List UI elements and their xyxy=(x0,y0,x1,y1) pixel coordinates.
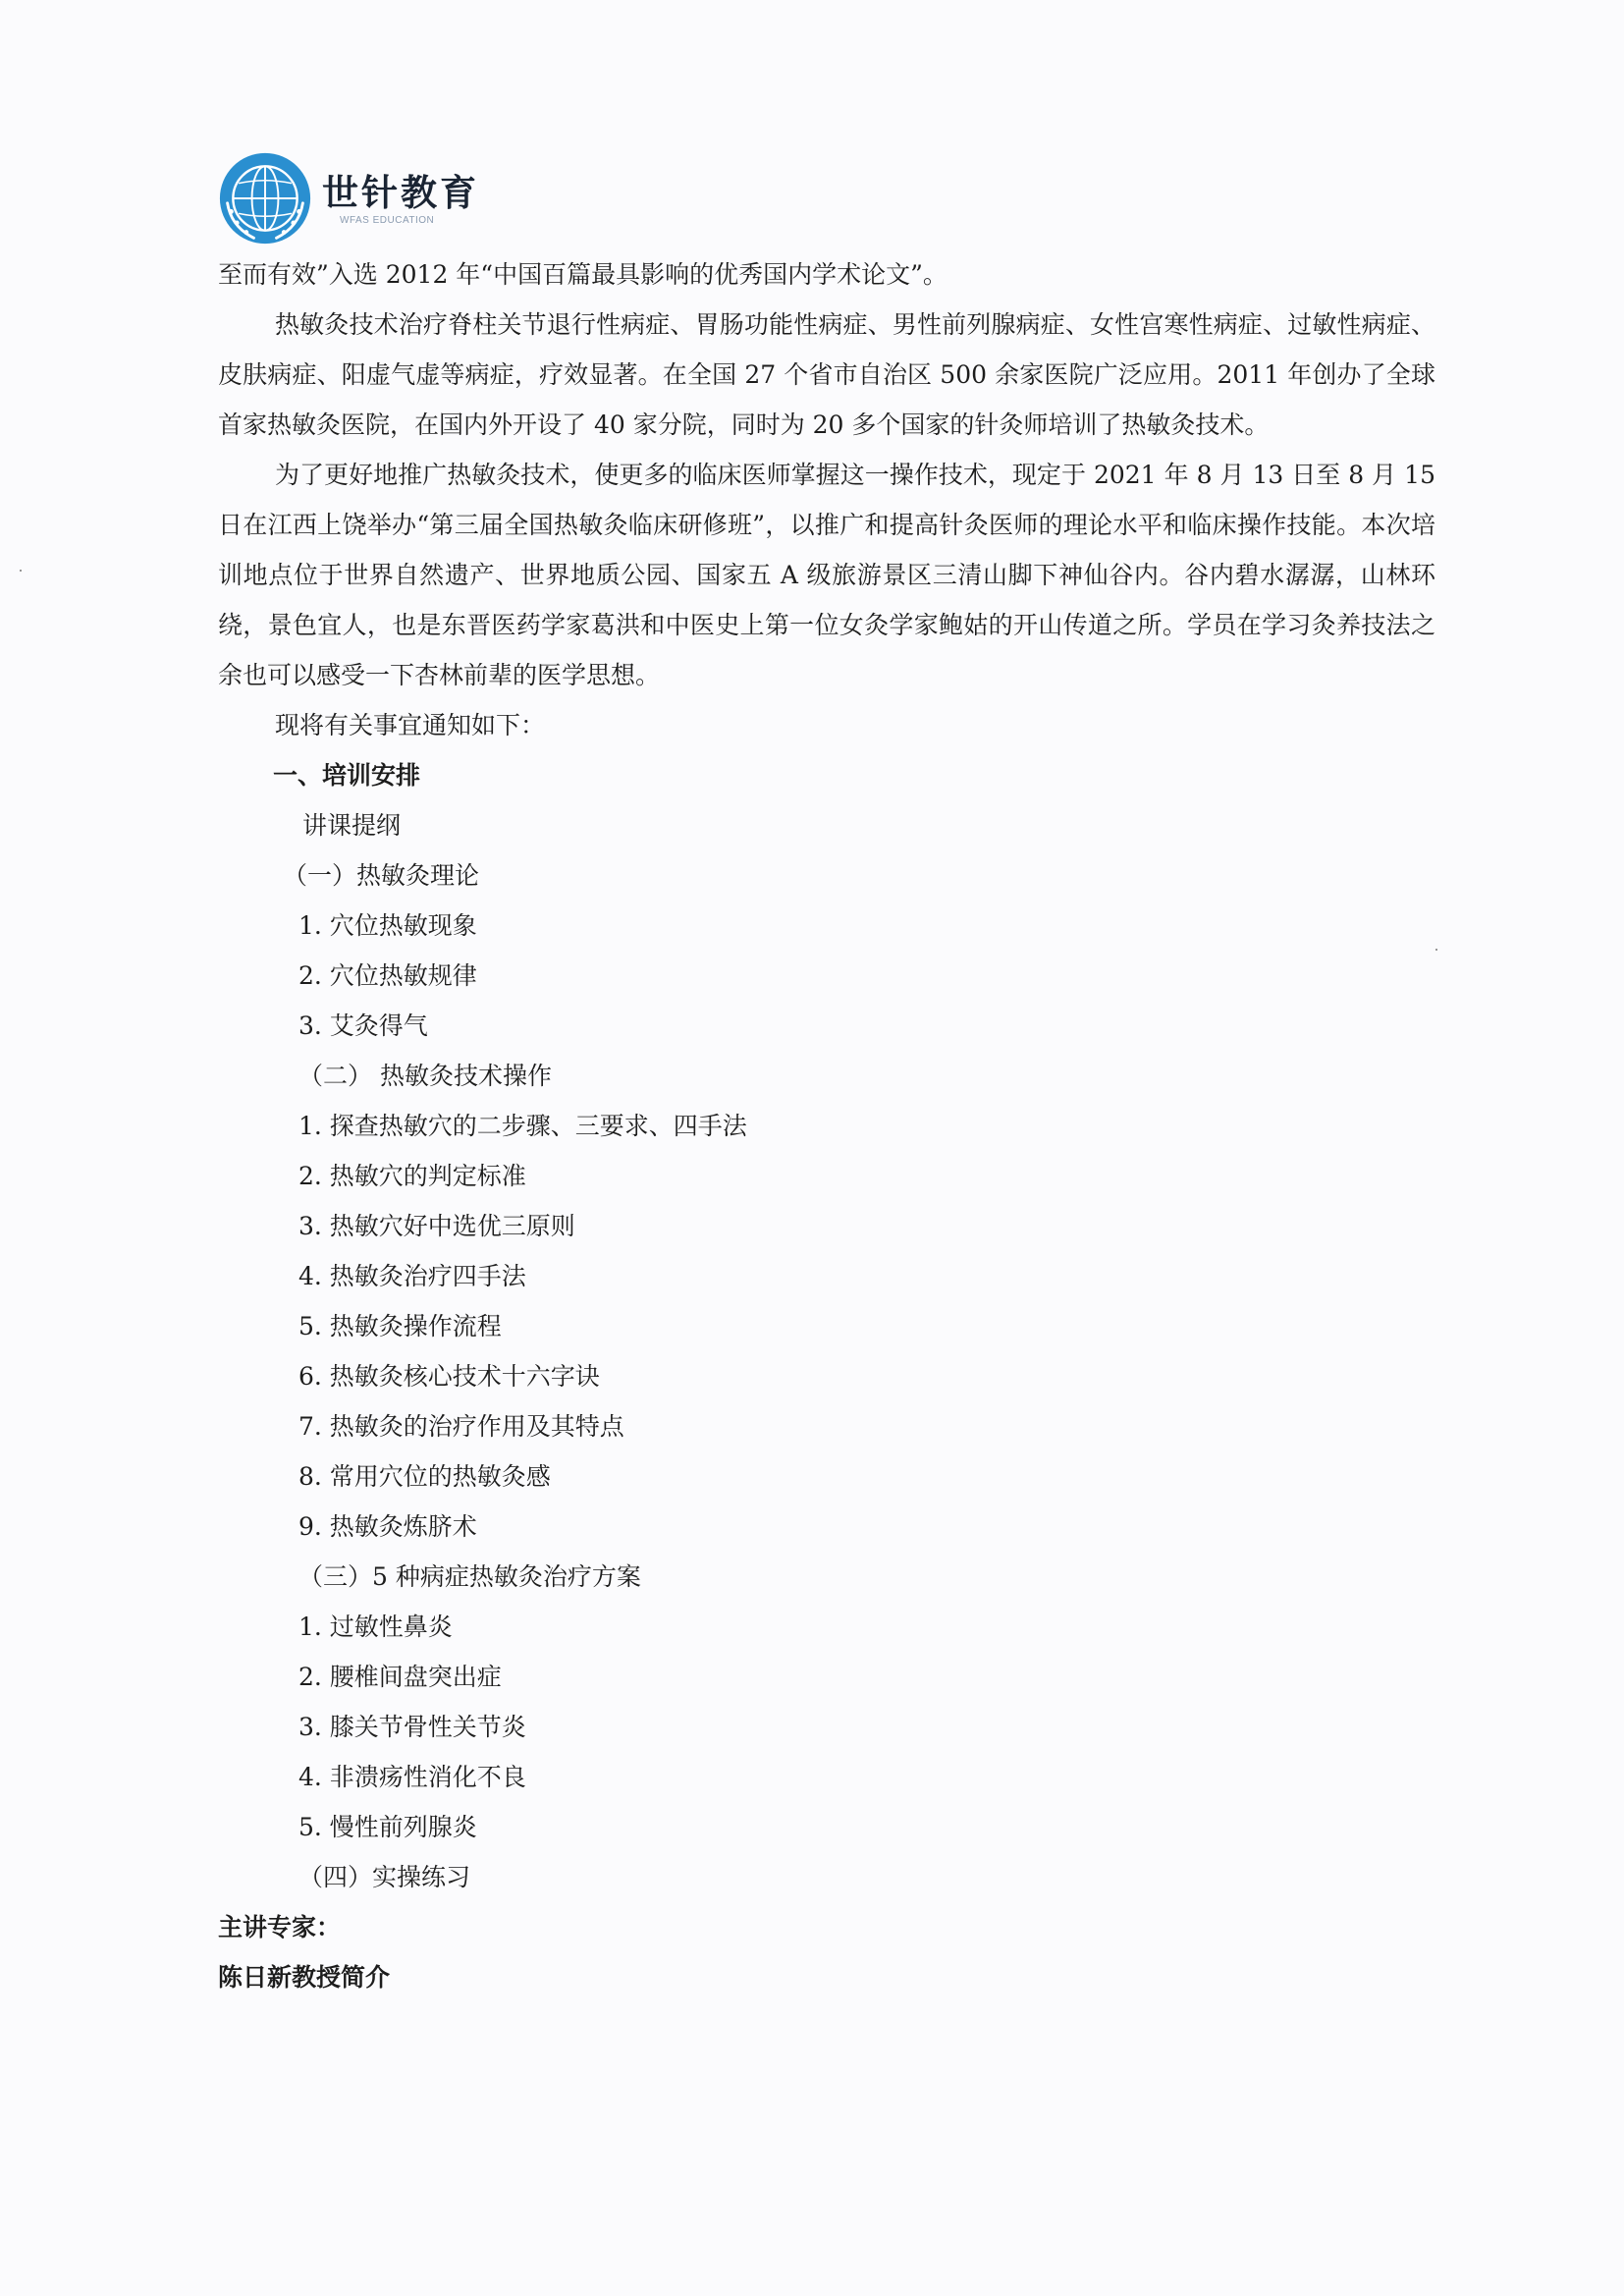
list-item: 1. 过敏性鼻炎 xyxy=(298,1613,453,1641)
list-item: 3. 膝关节骨性关节炎 xyxy=(298,1713,526,1741)
outline-label: 讲课提纲 xyxy=(302,811,402,840)
list-item: 4. 热敏灸治疗四手法 xyxy=(298,1262,526,1290)
list-item: 9. 热敏灸炼脐术 xyxy=(298,1512,477,1541)
document-body xyxy=(218,249,1435,2002)
section-heading-training: 一、培训安排 xyxy=(273,761,421,790)
list-item: 5. 热敏灸操作流程 xyxy=(298,1312,502,1340)
paragraph-training-announcement: 为了更好地推广热敏灸技术，使更多的临床医师掌握这一操作技术，现定于 2021 年 8 月 13 日至 8 月 15 日在江西上饶举办“第三届全国热敏灸临床研修班”，以推广和提高针灸医师的理论水平和临床操作技能。本次培训地点位于世界自然遗产、世界地质公园、国家五 A 级旅游景区三清山脚下神仙谷内。谷内碧水潺潺，山林环绕，景色宜人，也是东晋医药学家葛洪和中医史上第一位女灸学家鲍姑的开山传道之所。学员在学习灸养技法之余也可以感受一下杏林前辈的医学思想。 xyxy=(218,461,1435,689)
paragraph-clinical-use: 热敏灸技术治疗脊柱关节退行性病症、胃肠功能性病症、男性前列腺病症、女性宫寒性病症、过敏性病症、皮肤病症、阳虚气虚等病症，疗效显著。在全国 27 个省市自治区 500 余家医院广泛应用。2011 年创办了全球首家热敏灸医院，在国内外开设了 40 家分院，同时为 20 多个国家的针灸师培训了热敏灸技术。 xyxy=(218,310,1435,439)
part-heading-operation: （二） 热敏灸技术操作 xyxy=(298,1062,552,1090)
brand-subtitle: WFAS EDUCATION xyxy=(340,214,435,226)
paragraph-notice-lead: 现将有关事宜通知如下： xyxy=(275,711,546,739)
list-item: 4. 非溃疡性消化不良 xyxy=(298,1763,526,1791)
part-heading-treatment-plans: （三）5 种病症热敏灸治疗方案 xyxy=(298,1562,641,1591)
list-item: 1. 探查热敏穴的二步骤、三要求、四手法 xyxy=(298,1112,747,1140)
experts-label: 主讲专家： xyxy=(218,1913,342,1941)
list-item: 6. 热敏灸核心技术十六字诀 xyxy=(298,1362,600,1391)
list-item: 5. 慢性前列腺炎 xyxy=(298,1813,477,1841)
list-item: 2. 穴位热敏规律 xyxy=(298,961,477,990)
list-item: 1. 穴位热敏现象 xyxy=(298,911,477,940)
list-item: 8. 常用穴位的热敏灸感 xyxy=(298,1462,551,1491)
scan-speck xyxy=(1435,949,1437,951)
globe-laurel-icon xyxy=(218,151,312,246)
part-heading-practice: （四）实操练习 xyxy=(298,1863,471,1891)
list-item: 3. 艾灸得气 xyxy=(298,1011,428,1040)
brand-block xyxy=(322,172,479,226)
list-item: 3. 热敏穴好中选优三原则 xyxy=(298,1212,575,1240)
brand-name: 世针教育 xyxy=(322,171,479,214)
letterhead xyxy=(218,149,479,247)
expert-profile-title: 陈日新教授简介 xyxy=(218,1963,391,1992)
scan-speck xyxy=(20,570,22,572)
list-item: 7. 热敏灸的治疗作用及其特点 xyxy=(298,1412,624,1441)
paragraph-intro-continuation: 至而有效”入选 2012 年“中国百篇最具影响的优秀国内学术论文”。 xyxy=(218,260,947,289)
part-heading-theory: （一）热敏灸理论 xyxy=(283,861,480,890)
list-item: 2. 腰椎间盘突出症 xyxy=(298,1663,502,1691)
list-item: 2. 热敏穴的判定标准 xyxy=(298,1162,526,1190)
